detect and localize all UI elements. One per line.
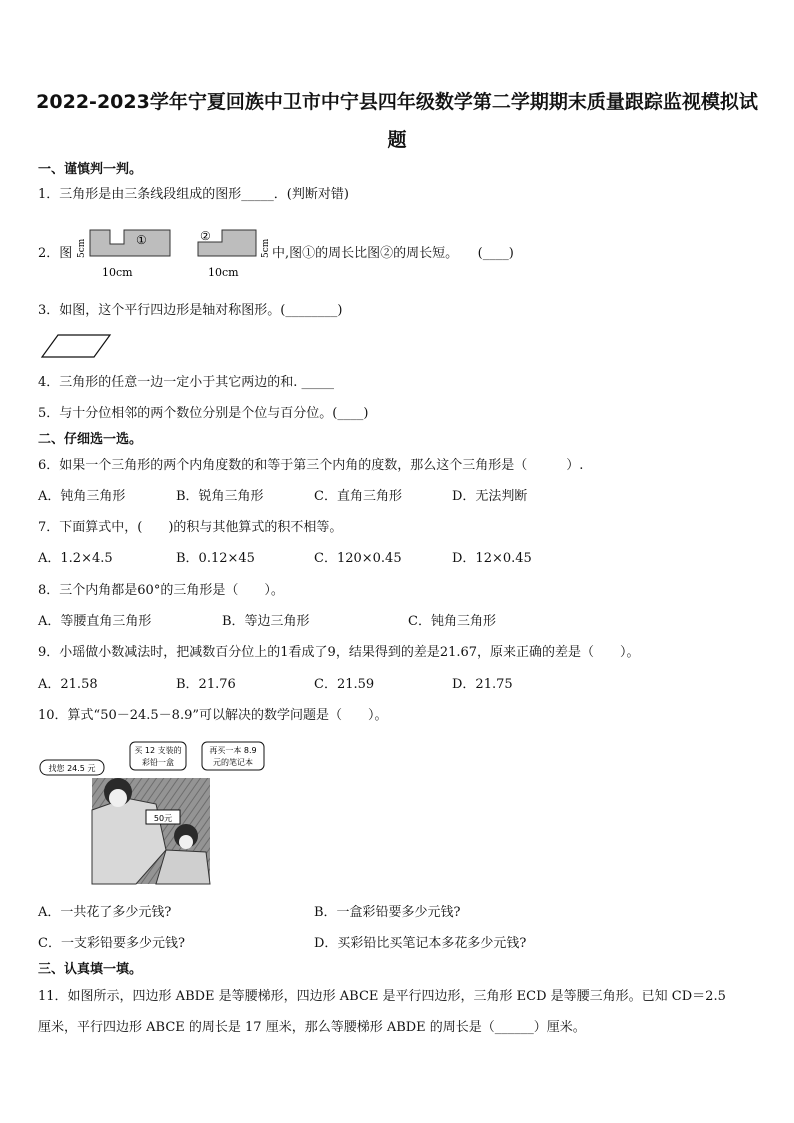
question-2-prefix: 2．图 [38, 246, 73, 261]
fig2-side-dim: 5cm [261, 238, 271, 258]
section-judge-heading: 一、谨慎判一判。 [38, 162, 143, 177]
question-2-suffix: 中,图①的周长比图②的周长短。 (____) [272, 246, 514, 261]
q9-option-c: C．21.59 [314, 677, 375, 692]
question-9: 9．小瑶做小数减法时，把减数百分位上的1看成了9，结果得到的差是21.67，原来正确的差是（ ）。 [38, 645, 640, 660]
question-5: 5．与十分位相邻的两个数位分别是个位与百分位。(____) [38, 406, 369, 421]
question-4: 4．三角形的任意一边一定小于其它两边的和. _____ [38, 375, 335, 390]
fig1-bottom-dim: 10cm [102, 266, 133, 279]
section-fill-heading: 三、认真填一填。 [38, 962, 143, 977]
shop-illustration [36, 740, 212, 886]
bubble-notebook-l2: 元的笔记本 [213, 758, 253, 767]
question-10: 10．算式“50－24.5－8.9”可以解决的数学问题是（ ）。 [38, 708, 388, 723]
q7-option-a: A．1.2×4.5 [38, 551, 113, 566]
bubble-notebook [200, 740, 268, 772]
question-11-line1: 11．如图所示，四边形 ABDE 是等腰梯形，四边形 ABCE 是平行四边形，三角形 ECD 是等腰三角形。已知 CD＝2.5 [38, 989, 726, 1004]
q9-option-d: D．21.75 [452, 677, 513, 692]
fig1-label: ① [136, 233, 147, 247]
bubble-change: 找您 24.5 元 [48, 764, 96, 773]
q10-option-a: A．一共花了多少元钱? [38, 905, 172, 920]
question-7: 7．下面算式中，( )的积与其他算式的积不相等。 [38, 520, 343, 535]
question-11-line2: 厘米，平行四边形 ABCE 的周长是 17 厘米，那么等腰梯形 ABDE 的周长是（______）厘米。 [38, 1020, 586, 1035]
question-1: 1．三角形是由三条线段组成的图形_____．(判断对错) [38, 187, 349, 202]
section-choice-heading: 二、仔细选一选。 [38, 432, 143, 447]
q7-option-d: D．12×0.45 [452, 551, 532, 566]
fig2-label: ② [200, 229, 211, 243]
q6-option-a: A．钝角三角形 [38, 489, 126, 504]
q9-option-a: A．21.58 [38, 677, 98, 692]
bubble-pencils-l1: 买 12 支装的 [134, 746, 182, 755]
question-3: 3．如图，这个平行四边形是轴对称图形。(________) [38, 303, 343, 318]
question-2-figure-2 [194, 226, 272, 282]
page-title-line2: 题 [387, 129, 407, 151]
fig2-bottom-dim: 10cm [208, 266, 239, 279]
q7-option-b: B．0.12×45 [176, 551, 255, 566]
q10-option-c: C．一支彩铅要多少元钱? [38, 936, 185, 951]
bubble-pencils-l2: 彩铅一盒 [142, 758, 174, 767]
fig1-side-dim: 5cm [77, 238, 87, 258]
question-8: 8．三个内角都是60°的三角形是（ ）。 [38, 583, 284, 598]
q8-option-b: B．等边三角形 [222, 614, 310, 629]
q10-option-b: B．一盒彩铅要多少元钱? [314, 905, 461, 920]
parallelogram-figure [40, 333, 112, 359]
q7-option-c: C．120×0.45 [314, 551, 402, 566]
q8-option-a: A．等腰直角三角形 [38, 614, 152, 629]
question-6: 6．如果一个三角形的两个内角度数的和等于第三个内角的度数，那么这个三角形是（ ）. [38, 458, 584, 473]
bubble-notebook-l1: 再买一本 8.9 [209, 746, 257, 755]
question-2-figure-1 [72, 226, 172, 282]
q8-option-c: C．钝角三角形 [408, 614, 496, 629]
q6-option-b: B．锐角三角形 [176, 489, 264, 504]
q6-option-d: D．无法判断 [452, 489, 528, 504]
q6-option-c: C．直角三角形 [314, 489, 402, 504]
q10-option-d: D．买彩铅比买笔记本多花多少元钱? [314, 936, 527, 951]
q9-option-b: B．21.76 [176, 677, 236, 692]
bill-label: 50元 [153, 814, 173, 823]
page-title-line1: 2022-2023学年宁夏回族中卫市中宁县四年级数学第二学期期末质量跟踪监视模拟试 [36, 91, 758, 113]
